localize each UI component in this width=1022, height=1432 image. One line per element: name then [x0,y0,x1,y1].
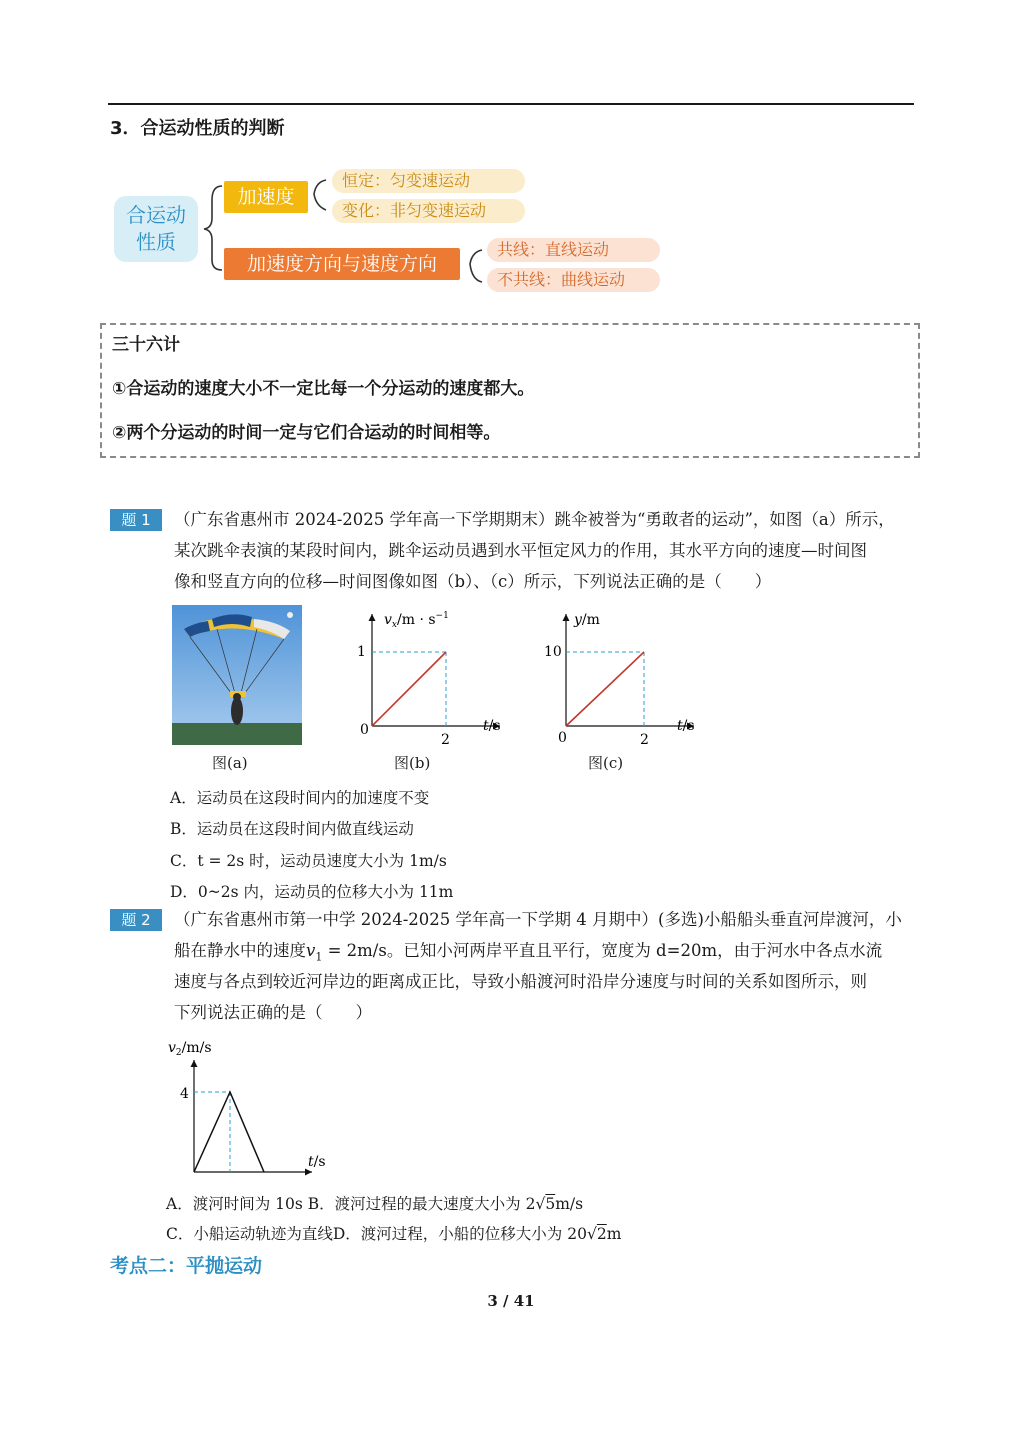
question-1-badge: 题 1 [110,509,162,531]
graph-c-ylabel: y/m [574,612,600,628]
q2-option-c[interactable]: C．小船运动轨迹为直线 [166,1225,333,1243]
question-2-badge: 题 2 [110,909,162,931]
graph-c-origin: 0 [558,730,567,746]
mindmap-root-line1: 合运动 [126,203,186,227]
q2-option-b[interactable]: B．渡河过程的最大速度大小为 2√5m/s [307,1195,584,1213]
graph-b-xlabel: t/s [483,718,501,734]
q2-line-1: （广东省惠州市第一中学 2024-2025 学年高一下学期 4 月期中）(多选)小船船头垂直河岸渡河，小 [174,910,902,929]
q1-option-d[interactable]: D．0~2s 内，运动员的位移大小为 11m [170,883,454,901]
section-2-heading: 考点二：平抛运动 [110,1255,263,1277]
q2-line-2: 船在静水中的速度$v_1 = 2m/s$。已知小河两岸平直且平行，宽度为 d=20m，由于河水中各点水流 [174,941,883,964]
mindmap-leaf-noncollinear: 不共线：曲线运动 [487,268,660,292]
graph-b-ytick: 1 [357,644,366,660]
q2-option-d[interactable]: D．渡河过程，小船的位移大小为 20√2m [332,1225,622,1243]
graph-b-xtick: 2 [441,732,450,748]
mindmap-leaf-constant: 恒定：匀变速运动 [332,169,525,193]
page-number: 3 / 41 [487,1292,535,1310]
q1-line-1: （广东省惠州市 2024-2025 学年高一下学期期末）跳伞被誉为“勇敢者的运动”，如图（a）所示， [174,510,895,529]
mindmap-root [114,196,198,262]
graph-b [340,600,510,750]
graph-c-series-line [566,652,644,726]
graph-c-xlabel: t/s [677,718,695,734]
q2-options-ab [166,1192,583,1214]
q2-line-4: 下列说法正确的是（ ） [174,1003,372,1022]
tip-line-2: ②两个分运动的时间一定与它们合运动的时间相等。 [112,423,501,443]
section-title: 3．合运动性质的判断 [110,118,285,139]
graph-q2-series-line [194,1092,264,1172]
q2-option-a[interactable]: A．渡河时间为 10s [166,1195,303,1213]
header-rule [108,103,914,105]
graph-q2 [160,1034,340,1184]
tip-line-1: ①合运动的速度大小不一定比每一个分运动的速度都大。 [112,379,535,399]
mindmap-direction: 加速度方向与速度方向 [224,248,460,280]
graph-q2-xlabel: t/s [308,1154,326,1170]
graph-c-ytick: 10 [544,644,562,660]
graph-b-origin: 0 [360,722,369,738]
mindmap-leaf-changing: 变化：非匀变速运动 [332,199,525,223]
mindmap-leaf-collinear: 共线：直线运动 [487,238,660,262]
graph-q2-ytick: 4 [180,1086,189,1102]
q1-option-b[interactable]: B．运动员在这段时间内做直线运动 [170,820,414,838]
tips-title: 三十六计 [112,335,180,355]
figure-a-caption: 图(a) [212,754,248,772]
q1-line-3: 像和竖直方向的位移—时间图像如图（b）、（c）所示，下列说法正确的是（ ） [174,572,772,591]
figure-b-caption: 图(b) [394,754,431,772]
figure-c-caption: 图(c) [588,754,624,772]
parachute-photo [172,605,302,745]
graph-c [534,600,704,750]
q1-line-2: 某次跳伞表演的某段时间内，跳伞运动员遇到水平恒定风力的作用，其水平方向的速度—时间图 [174,541,867,560]
graph-b-ylabel: $v_x/m \cdot s^{-1}$ [384,611,449,630]
mindmap-brace-dir [460,236,490,296]
q1-option-c[interactable]: C．t = 2s 时，运动员速度大小为 1m/s [170,852,447,870]
mindmap-acceleration: 加速度 [224,181,308,213]
graph-q2-ylabel: $v_2/m/s$ [168,1040,212,1058]
graph-b-series-line [372,652,446,726]
q1-option-a[interactable]: A．运动员在这段时间内的加速度不变 [170,789,430,807]
graph-c-xtick: 2 [640,732,649,748]
q2-options-cd [166,1222,621,1244]
mindmap-root-line2: 性质 [136,230,176,254]
q2-line-3: 速度与各点到较近河岸边的距离成正比，导致小船渡河时沿岸分速度与时间的关系如图所示，则 [174,972,867,991]
